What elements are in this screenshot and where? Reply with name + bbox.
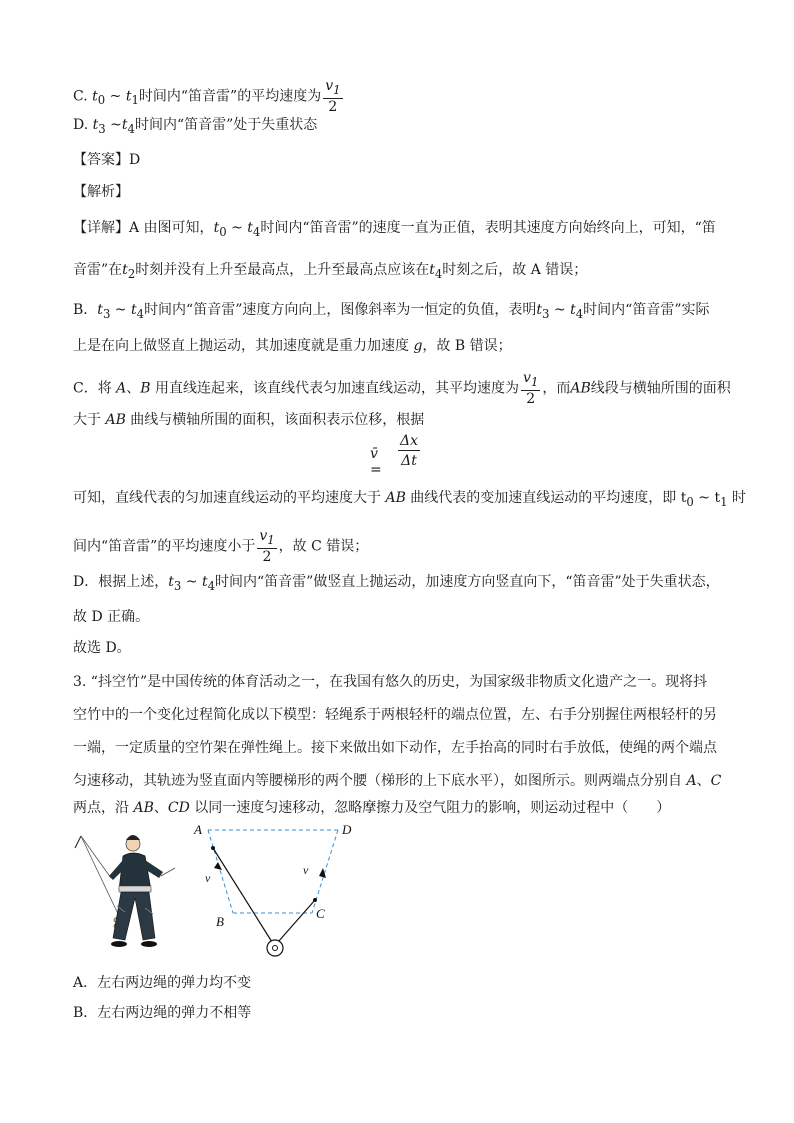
detail-line-10: 故 D 正确。 (73, 609, 150, 625)
subscript: 4 (127, 121, 135, 136)
text: 曲线代表的变加速直线运动的平均速度，即 t (405, 490, 687, 506)
detail-line-3: B．$t_3$ ~ $t_4$时间内“笛音雷”速度方向向上，图像斜率为一恒定的负值，表明$t_3$ ~ $t_4$时间内“笛音雷”实际 (73, 302, 710, 321)
option-b: B．左右两边绳的弹力不相等 (73, 1005, 252, 1021)
subscript: 4 (575, 306, 584, 321)
option-label: D. (73, 117, 89, 133)
text: C．将 (73, 380, 117, 397)
subscript: 4 (434, 266, 443, 281)
var-t: t (92, 117, 99, 133)
pulley-inner (273, 946, 278, 951)
subscript: 4 (207, 578, 215, 593)
var-t: t (122, 262, 128, 278)
subscript: 4 (136, 306, 145, 321)
fraction-v1-over-2: $\frac{v_1}{2}$ (523, 370, 539, 407)
option-text: 时间内“笛音雷”的平均速度为 (138, 88, 322, 105)
label-C: C (316, 906, 325, 921)
var-t: t (121, 117, 128, 133)
detail-line-2 (73, 260, 587, 284)
subscript: 0 (97, 93, 106, 108)
label-A: A (194, 822, 202, 837)
formula-den: Δt (401, 453, 417, 469)
text: 、 (126, 380, 141, 397)
var-t: t (201, 574, 208, 590)
subscript: 0 (686, 494, 694, 509)
question-3-line-3: 一端，一定质量的空竹架在弹性绳上。接下来做出如下动作，左手抬高的同时右手放低，使绳的两个端点 (73, 740, 717, 756)
point-label: A (686, 773, 697, 789)
subscript: 3 (173, 578, 182, 593)
detail-line-4 (73, 336, 512, 356)
var-t: t (131, 302, 137, 318)
subscript: 3 (542, 306, 550, 321)
subscript: 0 (219, 224, 227, 239)
text: D．根据上述， (73, 574, 169, 590)
text: 上是在向上做竖直上抛运动，其加速度就是重力加速度 (73, 338, 414, 354)
var-t: t (429, 262, 435, 278)
frac-num: v (325, 78, 334, 94)
subscript: 3 (102, 306, 111, 321)
text: B． (73, 302, 98, 318)
answer-label: 【答案】 (73, 152, 129, 168)
text: ，故 C 错误； (278, 538, 369, 555)
var-t: t (92, 88, 98, 105)
right-end-point (313, 898, 317, 902)
diabolo-player-illustration (73, 828, 183, 958)
subscript: 1 (720, 494, 728, 509)
text: 时刻并没有上升至最高点，上升至最高点应该在 (135, 262, 430, 278)
formula-num: Δx (399, 433, 418, 449)
text: ，故 B 错误； (422, 338, 512, 354)
option-d (73, 115, 317, 139)
answer-value: D (129, 152, 141, 168)
var-t: t (247, 220, 253, 236)
text: 以同一速度匀速移动，忽略摩擦力及空气阻力的影响，则运动过程中（ ） (189, 800, 671, 816)
text: 用直线连起来，该直线代表匀加速直线运动，其平均速度为 (150, 380, 520, 397)
text: ，而 (542, 380, 571, 397)
subscript: 4 (252, 224, 261, 239)
label-D: D (342, 822, 352, 837)
detail-line-11: 故选 D。 (73, 640, 131, 656)
segment-label: AB (385, 490, 406, 506)
text: 时间内“笛音雷”做竖直上抛运动，加速度方向竖直向下，“笛音雷”处于失重状态， (215, 574, 720, 590)
var-t: t (97, 302, 103, 318)
text: 可知，直线代表的匀加速直线运动的平均速度大于 (73, 490, 386, 506)
option-label: C. (73, 88, 88, 105)
segment-label: CD (167, 800, 190, 816)
subscript: 2 (127, 266, 136, 281)
point-label: A (116, 380, 127, 397)
var-t: t (536, 302, 543, 318)
text: 【详解】A 由图可知， (73, 220, 214, 236)
text: 时 (727, 490, 746, 506)
text: 大于 (73, 412, 106, 428)
trapezoid-diagram (188, 818, 358, 963)
var-t: t (168, 574, 174, 590)
text: 间内“笛音雷”的平均速度小于 (73, 538, 256, 555)
formula-fraction (398, 432, 420, 471)
label-v-right: v (303, 863, 309, 877)
left-leg-dashed (208, 830, 233, 913)
segment-label: AB (133, 800, 154, 816)
text: 两点，沿 (73, 800, 134, 816)
segment-label: AB (105, 412, 126, 428)
text: ~ t (693, 490, 721, 506)
text: 线段与横轴所围的面积 (590, 380, 731, 397)
text: 时间内“笛音雷”速度方向向上，图像斜率为一恒定的负值，表明 (144, 302, 537, 318)
question-3-line-4 (73, 771, 721, 791)
segment-label: AB (570, 380, 591, 397)
var-t: t (213, 220, 220, 236)
down-arrow (214, 862, 222, 870)
left-end-point (211, 846, 215, 850)
formula-lhs: v̄ = (370, 446, 382, 478)
analysis-label: 【解析】 (73, 184, 129, 200)
text: 音雷”在 (73, 262, 123, 278)
text: 时间内“笛音雷”的速度一直为正值，表明其速度方向始终向上，可知，“笛 (260, 220, 716, 236)
question-3-line-2: 空竹中的一个变化过程简化成以下模型：轻绳系于两根轻杆的端点位置，左、右手分别握住两根轻杆的另 (73, 707, 717, 723)
point-label: C (710, 773, 722, 789)
text: 曲线与横轴所围的面积，该面积表示位移，根据 (125, 412, 425, 428)
detail-line-1: 【详解】A 由图可知，$t_0$ ~ $t_4$时间内“笛音雷”的速度一直为正值，表明其速度方向始终向上，可知，“笛 (73, 220, 716, 239)
right-rope (278, 900, 315, 942)
subscript: 3 (98, 121, 106, 136)
frac-den: 2 (328, 98, 338, 115)
fraction-v1-over-2 (323, 78, 342, 115)
detail-line-5 (73, 370, 731, 407)
var-g: g (413, 338, 423, 354)
detail-line-8 (73, 528, 368, 565)
detail-line-6 (73, 410, 424, 430)
point-label: B (140, 380, 151, 397)
detail-line-7 (73, 488, 746, 512)
question-3-line-5 (73, 798, 670, 818)
label-v-left: v (205, 871, 211, 885)
text: 、 (696, 773, 711, 789)
question-3-line-1: 3. “抖空竹”是中国传统的体育活动之一，在我国有悠久的历史，为国家级非物质文化遗产之一。现将抖 (73, 674, 708, 690)
fraction-v1-over-2: $\frac{v_1}{2}$ (259, 528, 275, 565)
answer-line (73, 150, 140, 170)
detail-line-9: D．根据上述，$t_3$ ~ $t_4$时间内“笛音雷”做竖直上抛运动，加速度方向竖直向下，“笛音雷”处于失重状态， (73, 574, 720, 593)
option-a: A．左右两边绳的弹力均不变 (73, 975, 252, 991)
tilde: ~ (105, 117, 122, 133)
option-text: 时间内“笛音雷”处于失重状态 (134, 117, 318, 133)
tilde: ~ (105, 88, 126, 105)
text: 、 (153, 800, 168, 816)
text: 时刻之后，故 A 错误； (442, 262, 588, 278)
var-t: t (570, 302, 576, 318)
subscript: 1 (333, 82, 341, 97)
text: 匀速移动，其轨迹为竖直面内等腰梯形的两个腰（梯形的上下底水平），如图所示。则两端点分别自 (73, 773, 687, 789)
var-t: t (125, 88, 132, 105)
label-B: B (216, 914, 224, 929)
option-c (73, 78, 345, 115)
subscript: 1 (131, 93, 139, 108)
text: 时间内“笛音雷”实际 (583, 302, 710, 318)
